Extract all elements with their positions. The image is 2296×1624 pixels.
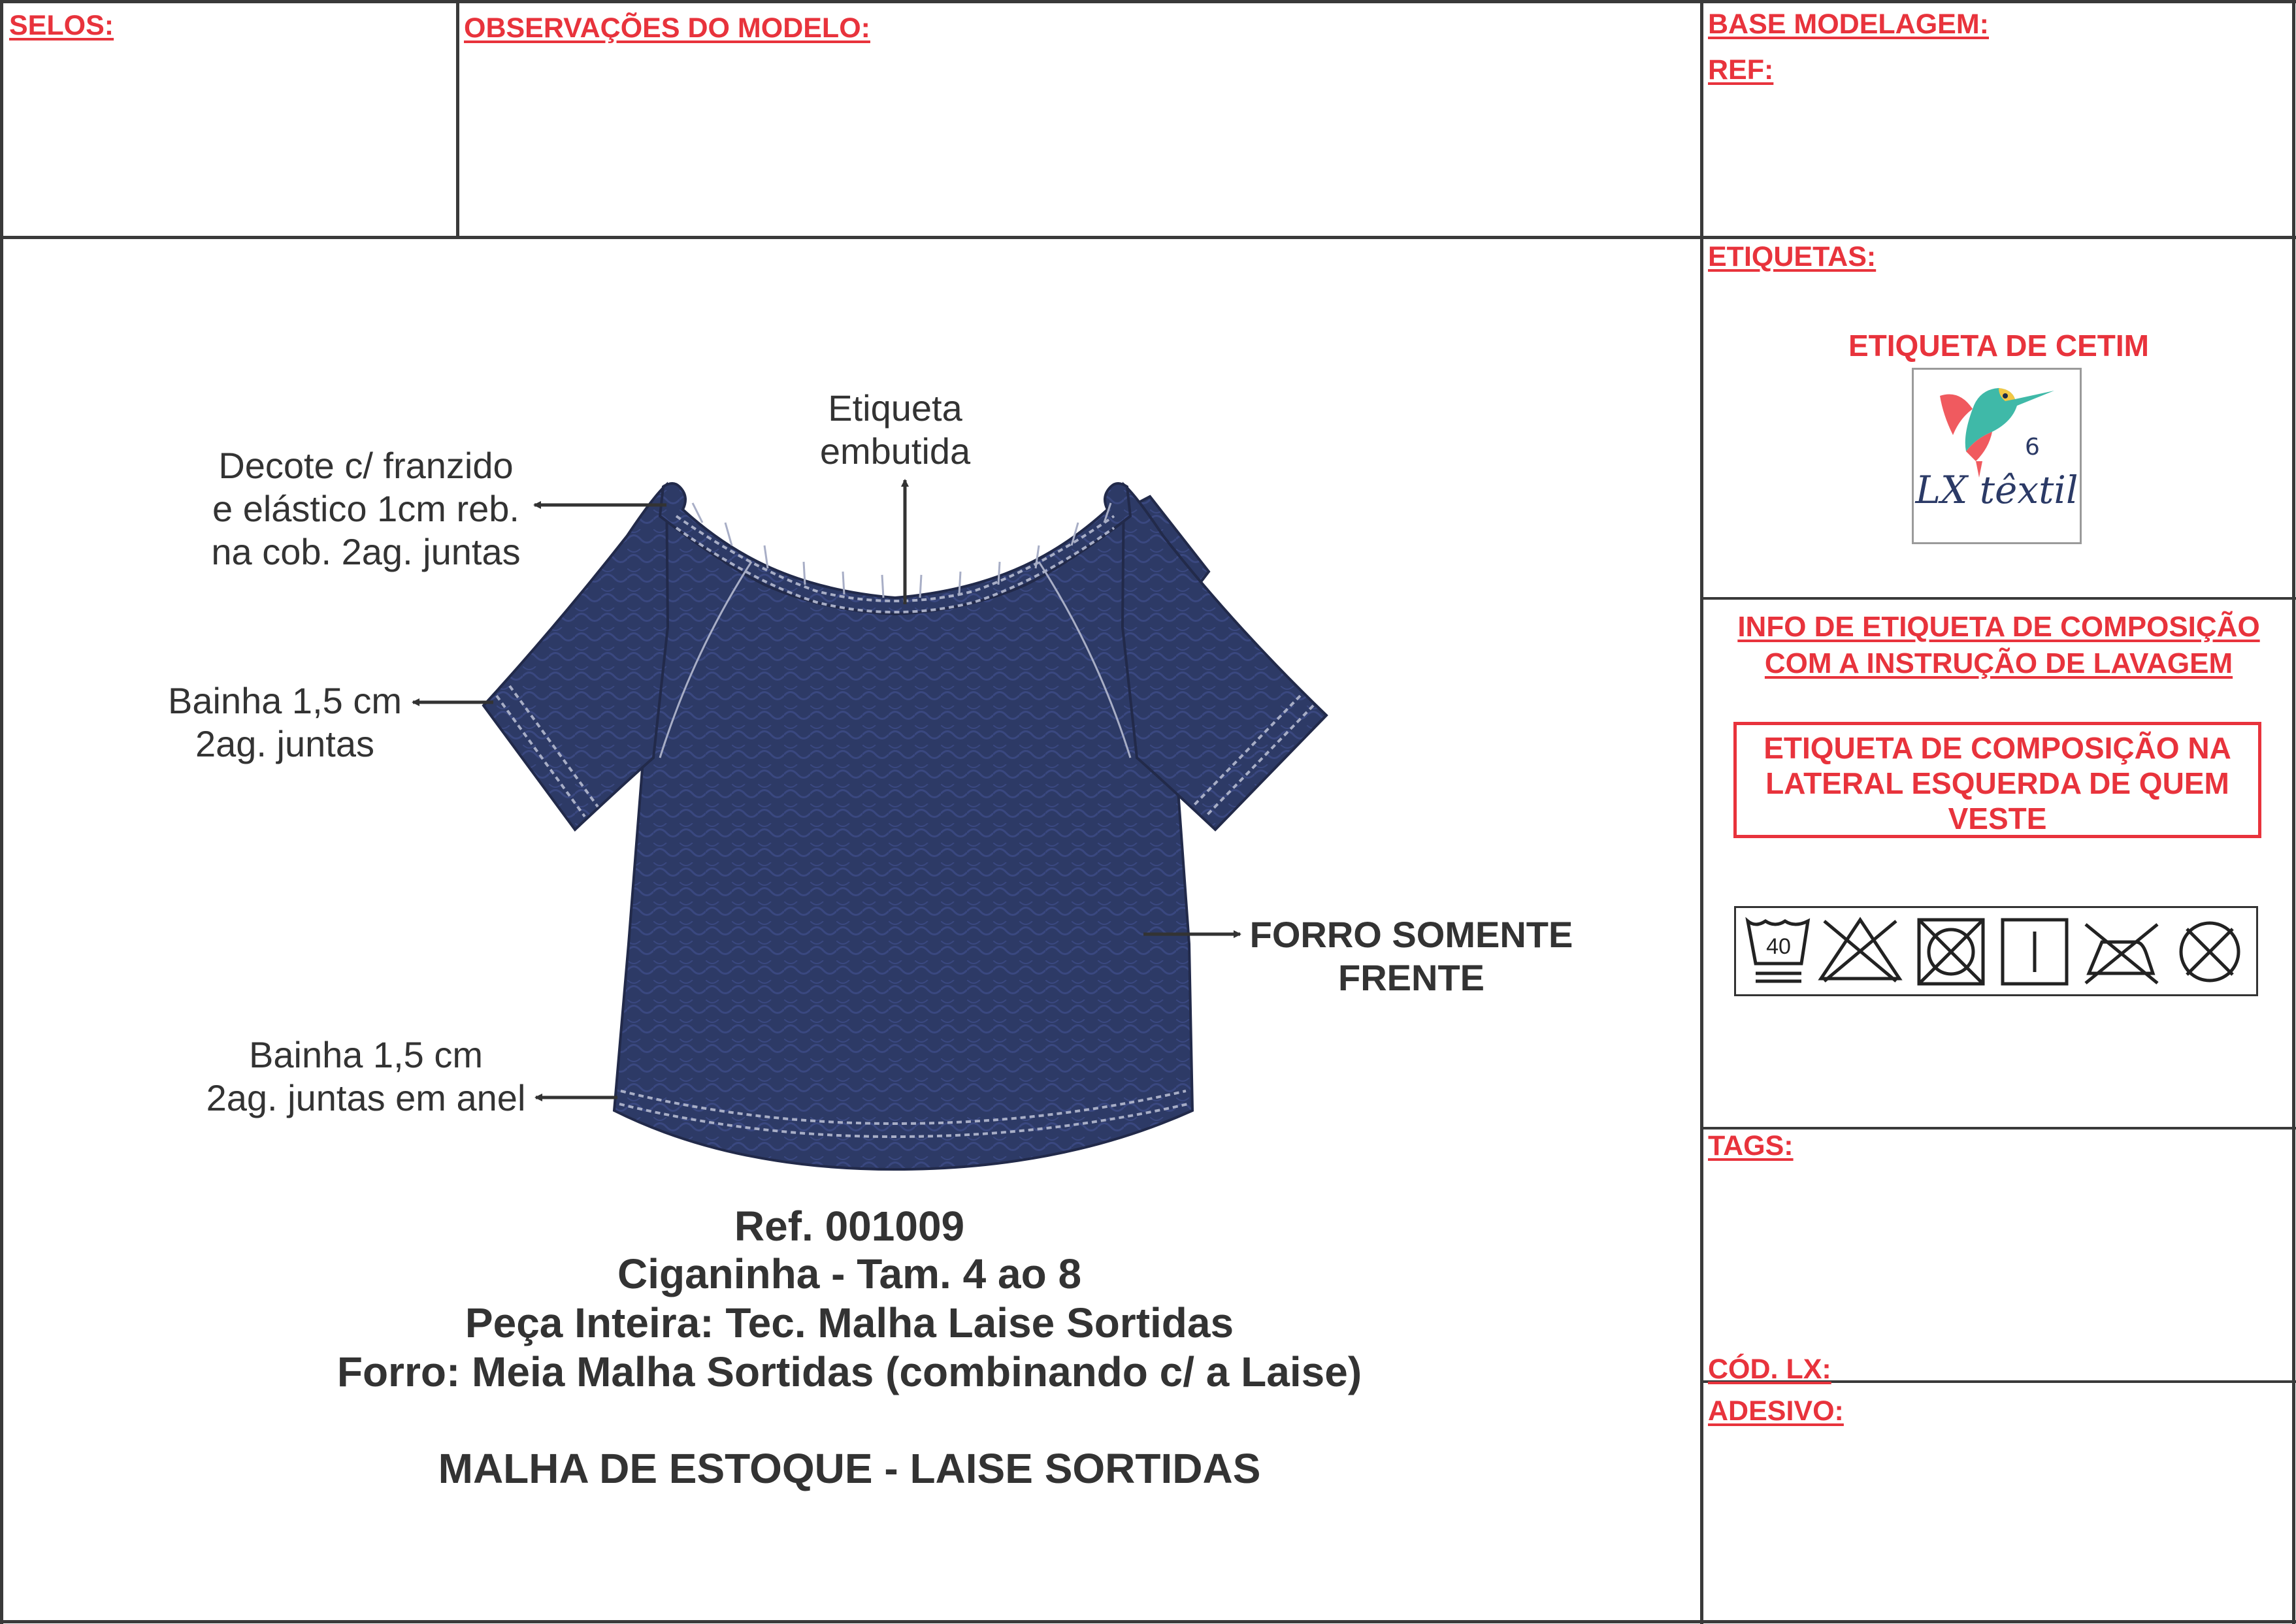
ref-header: REF:: [1708, 54, 1774, 86]
ref-code: Ref. 001009: [734, 1203, 965, 1250]
logo-brand-text: LX têxtil: [1915, 468, 2078, 512]
fabric-info: Peça Inteira: Tec. Malha Laise Sortidas: [465, 1299, 1234, 1346]
annotation-forro: FORRO SOMENTE FRENTE: [1249, 914, 1573, 998]
stock-info: MALHA DE ESTOQUE - LAISE SORTIDAS: [438, 1445, 1261, 1492]
lx-textil-label-box: [1912, 368, 2082, 544]
info-divider: [1701, 1127, 2296, 1129]
care-symbols: [1736, 908, 2256, 994]
info-composicao-header: INFO DE ETIQUETA DE COMPOSIÇÃO COM A INSTRUÇÃO DE LAVAGEM: [1737, 611, 2260, 679]
no-bleach-icon: [1821, 920, 1899, 981]
annotation-bainha-barra: Bainha 1,5 cm 2ag. juntas em anel: [206, 1034, 526, 1118]
etiqueta-composicao-box: ETIQUETA DE COMPOSIÇÃO NA LATERAL ESQUERDA DE QUEM VESTE: [1733, 722, 2261, 838]
model-name: Ciganinha - Tam. 4 ao 8: [617, 1250, 1082, 1297]
etiquetas-divider: [1701, 597, 2296, 600]
logo-size-number: 6: [2025, 434, 2040, 461]
etiqueta-cetim-label: ETIQUETA DE CETIM: [1848, 329, 2149, 363]
hummingbird-logo-icon: [1914, 370, 2080, 542]
annotation-bainha-manga: Bainha 1,5 cm 2ag. juntas: [168, 680, 402, 764]
selos-header: SELOS:: [9, 10, 114, 41]
wash-temperature: 40: [1766, 934, 1791, 959]
annotation-etiqueta: Etiqueta embutida: [819, 387, 971, 472]
cod-lx-header: CÓD. LX:: [1708, 1354, 1831, 1385]
adesivo-header: ADESIVO:: [1708, 1395, 1844, 1427]
observacoes-header: OBSERVAÇÕES DO MODELO:: [464, 12, 870, 44]
lining-info: Forro: Meia Malha Sortidas (combinando c/ a Laise): [336, 1348, 1362, 1395]
annotation-decote: Decote c/ franzido e elástico 1cm reb. na cob. 2ag. juntas: [211, 445, 521, 572]
no-tumble-dry-icon: [1919, 920, 1983, 984]
line-dry-icon: [2003, 920, 2067, 984]
base-modelagem-header: BASE MODELAGEM:: [1708, 8, 1989, 40]
care-symbols-box: [1734, 906, 2258, 996]
etiquetas-header: ETIQUETAS:: [1708, 241, 1877, 272]
no-dry-clean-icon: [2181, 923, 2239, 981]
tags-header: TAGS:: [1708, 1130, 1794, 1161]
no-iron-icon: [2086, 924, 2157, 983]
